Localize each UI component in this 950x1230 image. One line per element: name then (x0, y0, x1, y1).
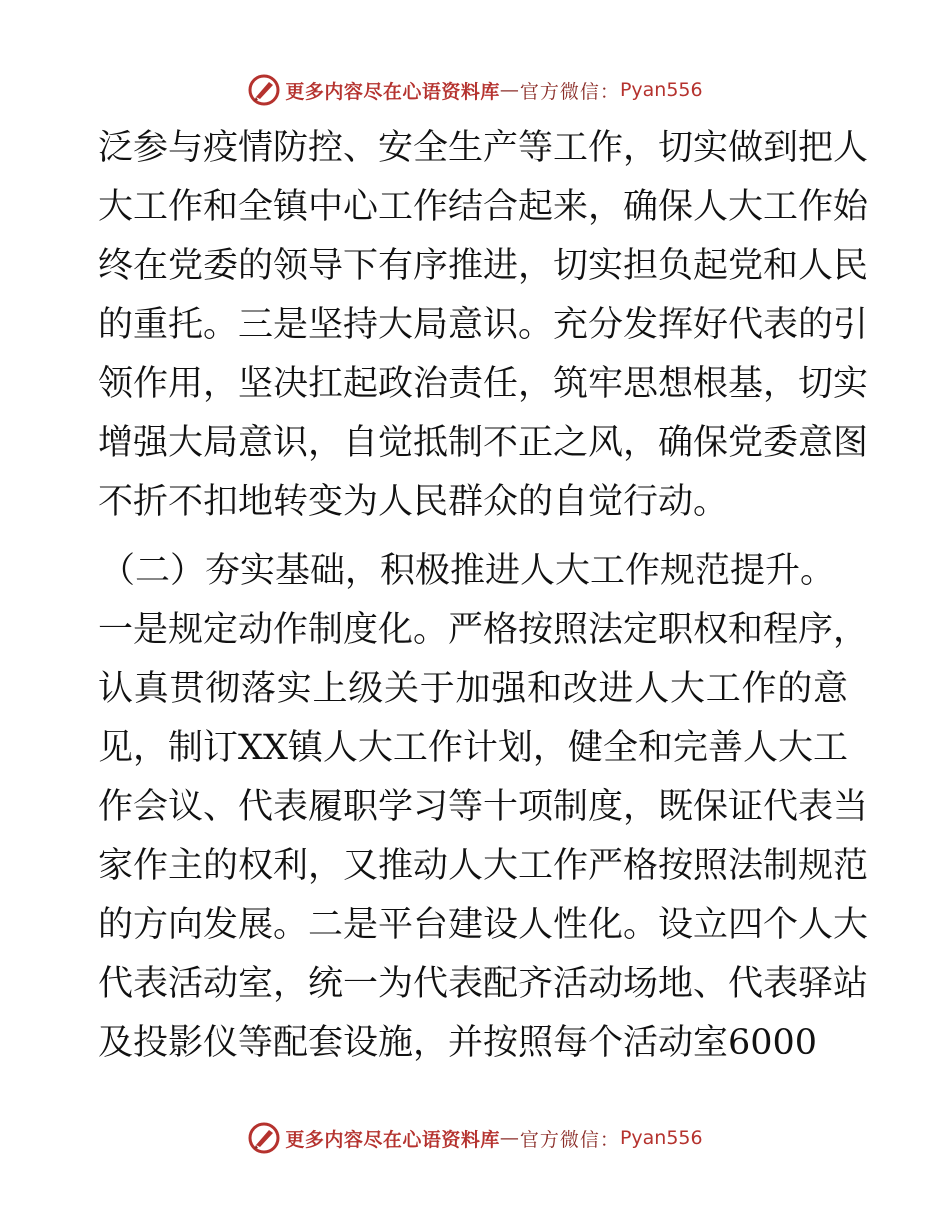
watermark-separator: — (499, 79, 520, 101)
body-line: 终在党委的领导下有序推进，切实担负起党和人民 (98, 246, 869, 286)
body-line: 见，制订XX镇人大工作计划，健全和完善人大工 (98, 728, 848, 768)
body-line: 家作主的权利，又推动人大工作严格按照法制规范 (98, 846, 869, 886)
body-line: 大工作和全镇中心工作结合起来，确保人大工作始 (98, 187, 869, 227)
watermark-official-text: 官方微信： (519, 1128, 620, 1151)
watermark-wechat-id: Pyan556 (619, 79, 703, 101)
body-line: 及投影仪等配套设施，并按照每个活动室6000 (98, 1023, 818, 1063)
watermark-brand-text: 更多内容尽在心语资料库 (285, 1128, 500, 1151)
body-line: 一是规定动作制度化。严格按照法定职权和程序， (98, 610, 869, 650)
body-line: 不折不扣地转变为人民群众的自觉行动。 (98, 482, 729, 522)
body-line: 的重托。三是坚持大局意识。充分发挥好代表的引 (98, 305, 869, 345)
section-heading: （二）夯实基础，积极推进人大工作规范提升。 (100, 551, 836, 591)
body-line: 增强大局意识，自觉抵制不正之风，确保党委意图 (98, 423, 869, 463)
body-line: 的方向发展。二是平台建设人性化。设立四个人大 (98, 905, 869, 945)
body-line: 认真贯彻落实上级关于加强和改进人大工作的意 (98, 669, 848, 709)
body-line: 作会议、代表履职学习等十项制度，既保证代表当 (98, 787, 869, 827)
watermark-separator: — (499, 1127, 520, 1149)
body-line: 领作用，坚决扛起政治责任，筑牢思想根基，切实 (98, 364, 869, 404)
body-line: 代表活动室，统一为代表配齐活动场地、代表驿站 (98, 964, 869, 1004)
quill-pen-logo-icon (247, 1121, 281, 1155)
watermark-wechat-id: Pyan556 (619, 1127, 703, 1149)
watermark-brand-text: 更多内容尽在心语资料库 (285, 80, 500, 103)
footer-watermark (0, 1120, 950, 1156)
watermark-official-text: 官方微信： (519, 80, 620, 103)
body-line: 泛参与疫情防控、安全生产等工作，切实做到把人 (98, 128, 869, 168)
